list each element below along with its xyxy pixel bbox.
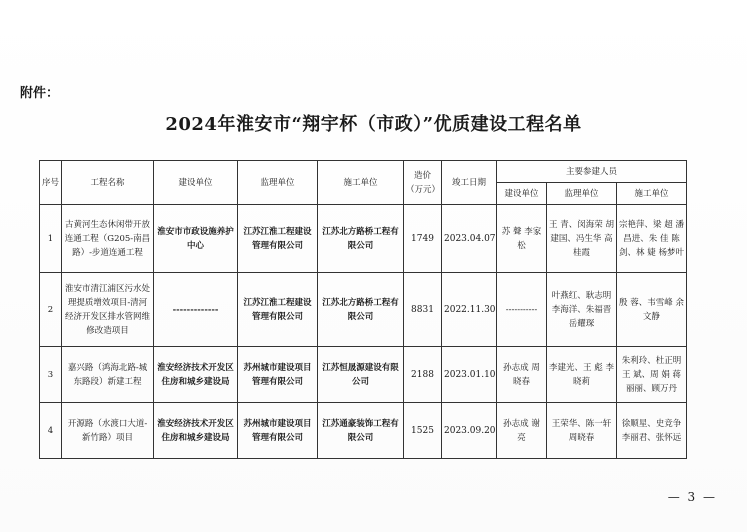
cell-construction-unit: 淮安经济技术开发区住房和城乡建设局: [154, 403, 238, 459]
cell-completion-date: 2023.04.07: [442, 205, 497, 273]
cell-participants-construction: 孙志成 谢 亮: [497, 403, 547, 459]
cell-project: 开源路（水渡口大道-新竹路）项目: [62, 403, 154, 459]
cell-construction-unit: 淮安经济技术开发区住房和城乡建设局: [154, 347, 238, 403]
cell-supervision-unit: 苏州城市建设项目管理有限公司: [238, 347, 318, 403]
cell-builder-unit: 江苏北方路桥工程有限公司: [318, 205, 404, 273]
cell-participants-supervision: 叶燕红、耿志明 李海洋、朱福晋 岳耀琛: [547, 273, 617, 347]
cell-seq: 2: [40, 273, 62, 347]
cell-participants-construction: 孙志成 周晓春: [497, 347, 547, 403]
cell-supervision-unit: 江苏江淮工程建设管理有限公司: [238, 205, 318, 273]
cell-supervision-unit: 苏州城市建设项目管理有限公司: [238, 403, 318, 459]
subheader-construction: 建设单位: [497, 183, 547, 205]
cell-cost: 8831: [404, 273, 442, 347]
header-seq: 序号: [40, 161, 62, 205]
cell-completion-date: 2022.11.30: [442, 273, 497, 347]
cell-builder-unit: 江苏北方路桥工程有限公司: [318, 273, 404, 347]
page-number: — 3 —: [667, 490, 717, 504]
cell-seq: 3: [40, 347, 62, 403]
cell-seq: 1: [40, 205, 62, 273]
cell-project: 古黄河生态休闲带开放连通工程（G205-南昌路）-步道连通工程: [62, 205, 154, 273]
attachment-label: 附件：: [20, 86, 60, 101]
cell-cost: 2188: [404, 347, 442, 403]
table-row: [40, 347, 687, 403]
cell-participants-builder: 殷 蓉、韦雪峰 余文静: [617, 273, 687, 347]
table-row: [40, 205, 687, 273]
cell-participants-construction: -----------: [497, 273, 547, 347]
cell-cost: 1525: [404, 403, 442, 459]
cell-participants-builder: 宗艳萍、梁 超 潘昌进、朱 佳 陈 剑、林 婕 杨梦叶: [617, 205, 687, 273]
cell-builder-unit: 江苏恒晟源建设有限公司: [318, 347, 404, 403]
cell-participants-supervision: 王 青、闵海荣 胡建国、冯生华 高桂霞: [547, 205, 617, 273]
cell-project: 淮安市清江浦区污水处理提质增效项目-清河经济开发区排水管网维修改造项目: [62, 273, 154, 347]
header-supervision-unit: 监理单位: [238, 161, 318, 205]
cell-participants-construction: 苏 聲 李家松: [497, 205, 547, 273]
table-row: [40, 273, 687, 347]
cell-cost: 1749: [404, 205, 442, 273]
header-completion-date: 竣工日期: [442, 161, 497, 205]
cell-participants-supervision: 李建光、王 彪 李晓莉: [547, 347, 617, 403]
cell-builder-unit: 江苏通豪装饰工程有限公司: [318, 403, 404, 459]
subheader-builder: 施工单位: [617, 183, 687, 205]
cell-seq: 4: [40, 403, 62, 459]
cell-completion-date: 2023.01.10: [442, 347, 497, 403]
header-cost: 造价（万元）: [404, 161, 442, 205]
header-main-participants: 主要参建人员: [497, 161, 687, 183]
table-row: [40, 403, 687, 459]
cell-project: 嘉兴路（鸿海北路-城东路段）新建工程: [62, 347, 154, 403]
page-title: 2024年淮安市“翔宇杯（市政）”优质建设工程名单: [165, 114, 582, 135]
header-construction-unit: 建设单位: [154, 161, 238, 205]
cell-construction-unit: -------------: [154, 273, 238, 347]
cell-participants-builder: 朱利玲、杜正明 王 斌、周 娟 蒋丽丽、顾万丹: [617, 347, 687, 403]
cell-participants-builder: 徐顺星、史竞争 李丽君、张怀远: [617, 403, 687, 459]
project-list-table: [39, 160, 687, 459]
cell-construction-unit: 淮安市市政设施养护中心: [154, 205, 238, 273]
header-project: 工程名称: [62, 161, 154, 205]
cell-completion-date: 2023.09.20: [442, 403, 497, 459]
cell-supervision-unit: 江苏江淮工程建设管理有限公司: [238, 273, 318, 347]
cell-participants-supervision: 王荣华、陈一轩 周晓春: [547, 403, 617, 459]
subheader-supervision: 监理单位: [547, 183, 617, 205]
header-builder-unit: 施工单位: [318, 161, 404, 205]
